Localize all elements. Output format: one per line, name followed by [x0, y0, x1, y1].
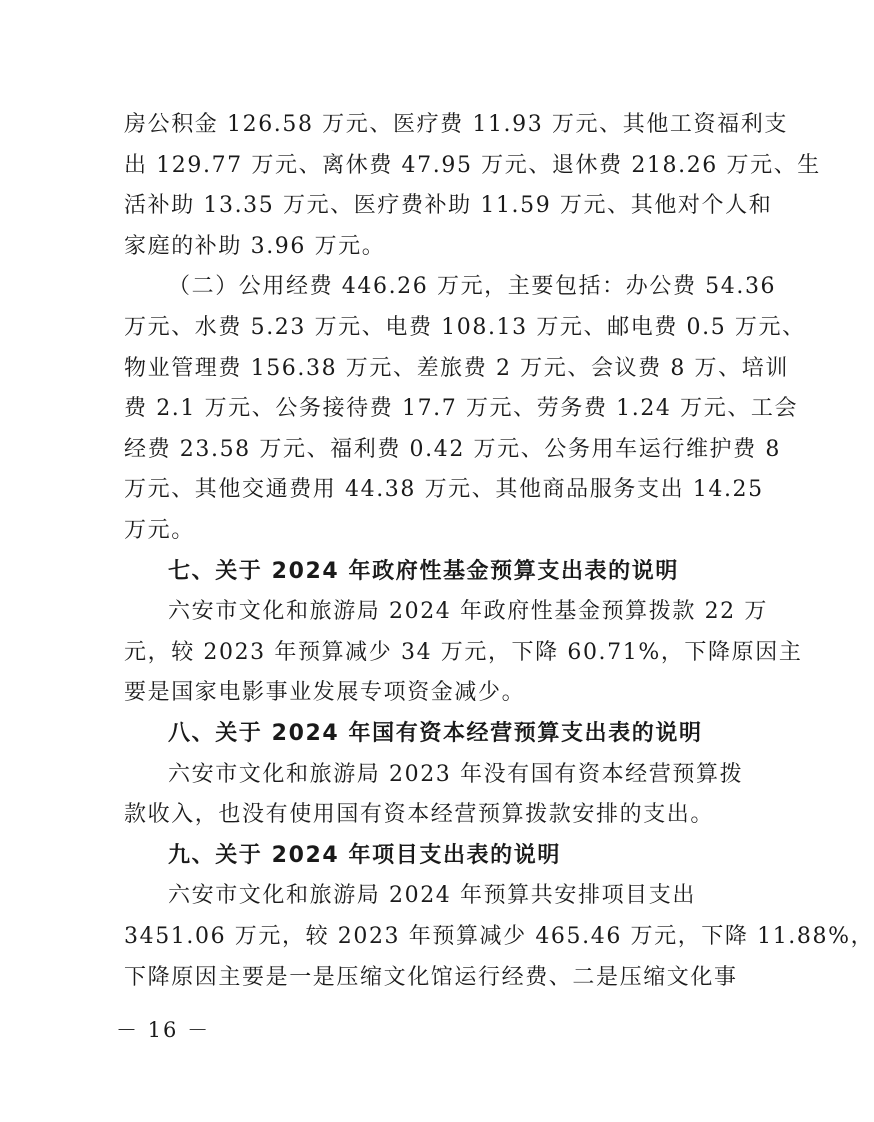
section-heading-7: 七、关于 2024 年政府性基金预算支出表的说明	[168, 558, 679, 584]
body-text-line: 经费 23.58 万元、福利费 0.42 万元、公务用车运行维护费 8	[124, 436, 781, 462]
body-text-line: 家庭的补助 3.96 万元。	[124, 233, 386, 259]
body-text-line: 六安市文化和旅游局 2024 年预算共安排项目支出	[168, 883, 696, 909]
body-text-line: 房公积金 126.58 万元、医疗费 11.93 万元、其他工资福利支	[124, 112, 788, 137]
body-text-line: 出 129.77 万元、离休费 47.95 万元、退休费 218.26 万元、生	[124, 152, 821, 178]
body-text-line: 元，较 2023 年预算减少 34 万元，下降 60.71%，下降原因主	[124, 639, 803, 665]
body-text-line: 要是国家电影事业发展专项资金减少。	[124, 680, 526, 706]
body-text-line: 六安市文化和旅游局 2024 年政府性基金预算拨款 22 万	[168, 599, 768, 625]
section-heading-8: 八、关于 2024 年国有资本经营预算支出表的说明	[168, 721, 703, 746]
body-text-line: 3451.06 万元，较 2023 年预算减少 465.46 万元，下降 11.88%，	[124, 924, 874, 949]
body-text-line: 下降原因主要是一是压缩文化馆运行经费、二是压缩文化事	[124, 964, 738, 990]
body-text-line: 物业管理费 156.38 万元、差旅费 2 万元、会议费 8 万、培训	[124, 355, 789, 381]
body-text-line: （二）公用经费 446.26 万元，主要包括：办公费 54.36	[168, 274, 777, 300]
body-text-line: 活补助 13.35 万元、医疗费补助 11.59 万元、其他对个人和	[124, 193, 773, 219]
page-number: － 16 －	[116, 1018, 211, 1042]
body-text-line: 万元、水费 5.23 万元、电费 108.13 万元、邮电费 0.5 万元、	[124, 315, 806, 340]
section-heading-9: 九、关于 2024 年项目支出表的说明	[168, 842, 561, 868]
body-text-line: 款收入，也没有使用国有资本经营预算拨款安排的支出。	[124, 802, 715, 828]
body-text-line: 万元。	[124, 518, 195, 543]
body-text-line: 费 2.1 万元、公务接待费 17.7 万元、劳务费 1.24 万元、工会	[124, 396, 799, 422]
body-text-line: 万元、其他交通费用 44.38 万元、其他商品服务支出 14.25	[124, 477, 764, 503]
body-text-line: 六安市文化和旅游局 2023 年没有国有资本经营预算拨	[168, 761, 744, 787]
